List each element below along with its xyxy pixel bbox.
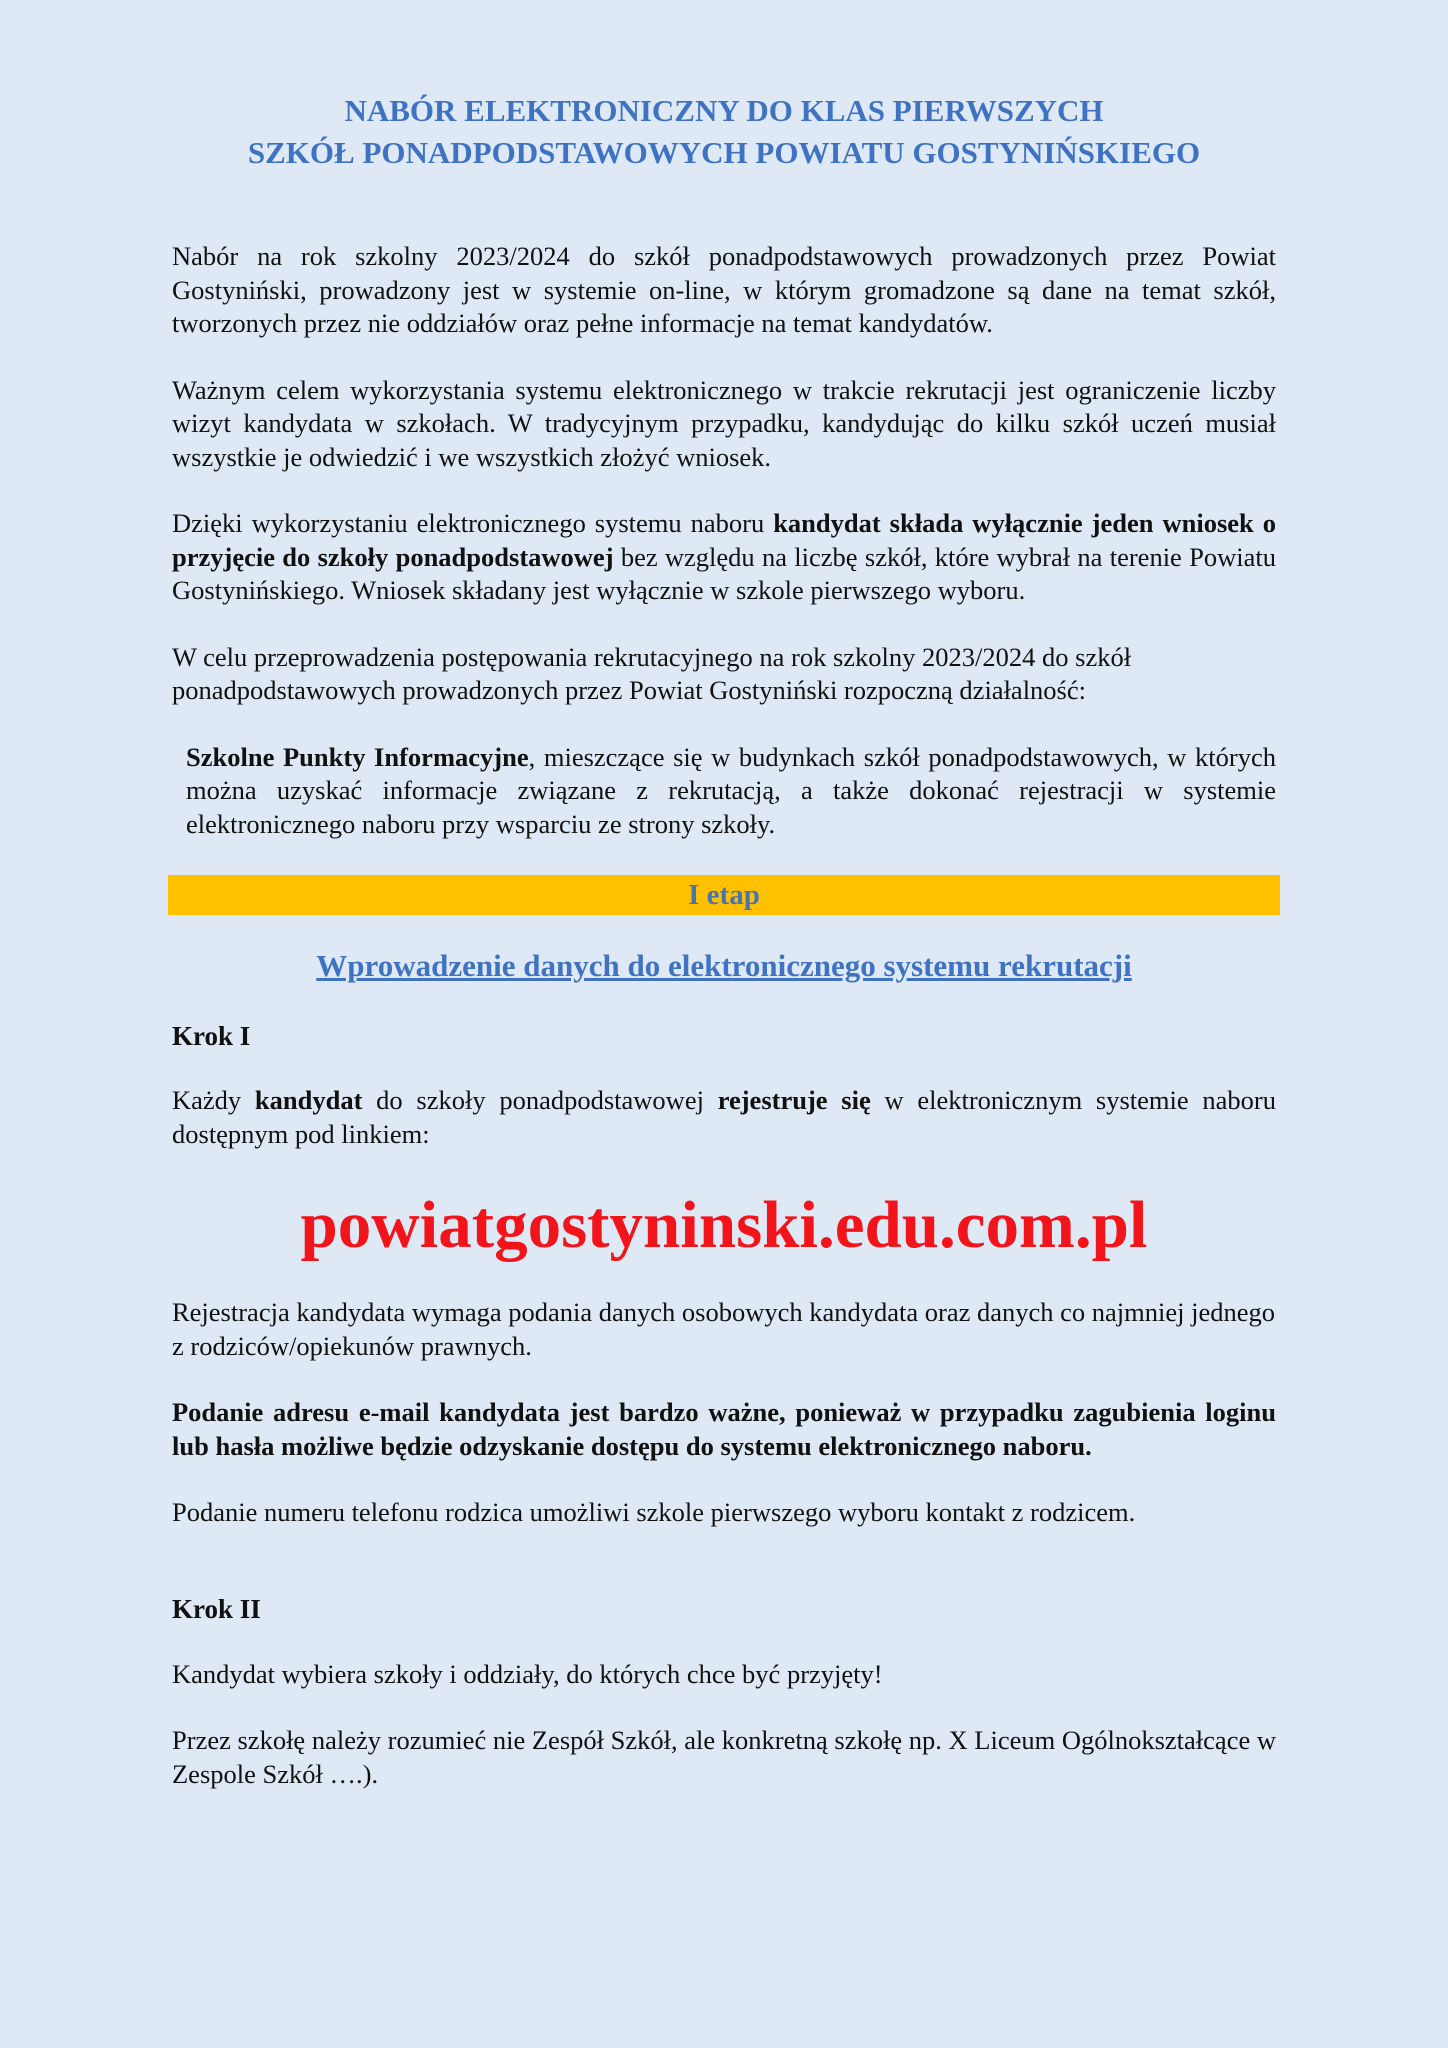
email-importance-note: Podanie adresu e-mail kandydata jest bardzo ważne, ponieważ w przypadku zagubienia loginu lub hasła możliwe będzie odzyskanie dostępu do systemu elektronicznego naboru. bbox=[172, 1397, 1276, 1461]
p3-bold: kandydat składa wyłącznie jeden wniosek o przyjęcie do szkoły ponadpodstawowej bbox=[172, 508, 1276, 572]
p6-bold-register: rejestruje się bbox=[717, 1085, 871, 1115]
step-2-paragraph-2: Przez szkołę należy rozumieć nie Zespół Szkół, ale konkretną szkołę np. X Liceum Ogólnokształcące w Zespole Szkół ….). bbox=[172, 1725, 1276, 1789]
document-title bbox=[172, 90, 1276, 174]
p6-text-c: do szkoły ponadpodstawowej bbox=[362, 1085, 718, 1115]
title-line-2: SZKÓŁ PONADPODSTAWOWYCH POWIATU GOSTYNIŃSKIEGO bbox=[247, 135, 1201, 170]
intro-paragraph-1: Nabór na rok szkolny 2023/2024 do szkół ponadpodstawowych prowadzonych przez Powiat Gostyniński, prowadzony jest w systemie on-line, w którym gromadzone są dane na temat szkół, tworzonych przez nie oddziałów oraz pełne informacje na temat kandydatów. bbox=[172, 241, 1276, 338]
p6-bold-candidate: kandydat bbox=[254, 1085, 363, 1115]
step-1-paragraph bbox=[172, 1084, 1276, 1151]
registration-requirements: Rejestracja kandydata wymaga podania danych osobowych kandydata oraz danych co najmniej jednego z rodziców/opiekunów prawnych. bbox=[172, 1297, 1276, 1361]
info-points-text: , mieszczące się w budynkach szkół ponadpodstawowych, w których można uzyskać informacje związane z rekrutacją, a także dokonać rejestracji w systemie elektronicznego naboru przy wsparciu ze strony szkoły. bbox=[186, 741, 1276, 839]
p6-text-a: Każdy bbox=[172, 1085, 255, 1115]
p3-text-c: bez względu na liczbę szkół, które wybrał na terenie Powiatu Gostynińskiego. Wniosek składany jest wyłącznie w szkole pierwszego wyboru. bbox=[172, 541, 1276, 605]
stage-banner: I etap bbox=[168, 875, 1280, 915]
step-1-heading: Krok I bbox=[172, 1021, 251, 1051]
intro-paragraph-3 bbox=[172, 507, 1276, 608]
step-2-paragraph-1: Kandydat wybiera szkoły i oddziały, do których chce być przyjęty! bbox=[172, 1658, 883, 1689]
registration-link[interactable]: powiatgostyninski.edu.com.pl bbox=[300, 1188, 1148, 1262]
step-2-heading: Krok II bbox=[172, 1593, 261, 1624]
title-line-1: NABÓR ELEKTRONICZNY DO KLAS PIERWSZYCH bbox=[344, 93, 1104, 128]
intro-paragraph-2: Ważnym celem wykorzystania systemu elektronicznego w trakcie rekrutacji jest ograniczenie liczby wizyt kandydata w szkołach. W tradycyjnym przypadku, kandydując do kilku szkół uczeń musiał wszystkie je odwiedzić i we wszystkich złożyć wniosek. bbox=[172, 374, 1276, 472]
p6-text-e: w elektronicznym systemie naboru dostępnym pod linkiem: bbox=[172, 1085, 1276, 1149]
stage-subtitle: Wprowadzenie danych do elektronicznego systemu rekrutacji bbox=[316, 948, 1132, 983]
info-points-bold: Szkolne Punkty Informacyjne bbox=[186, 741, 529, 772]
info-points-paragraph bbox=[172, 741, 1276, 842]
phone-note: Podanie numeru telefonu rodzica umożliwi szkole pierwszego wyboru kontakt z rodzicem. bbox=[172, 1497, 1136, 1527]
intro-paragraph-4: W celu przeprowadzenia postępowania rekrutacyjnego na rok szkolny 2023/2024 do szkół ponadpodstawowych prowadzonych przez Powiat Gostyniński rozpoczną działalność: bbox=[172, 641, 1132, 705]
p3-text-a: Dzięki wykorzystaniu elektronicznego systemu naboru bbox=[172, 508, 774, 538]
